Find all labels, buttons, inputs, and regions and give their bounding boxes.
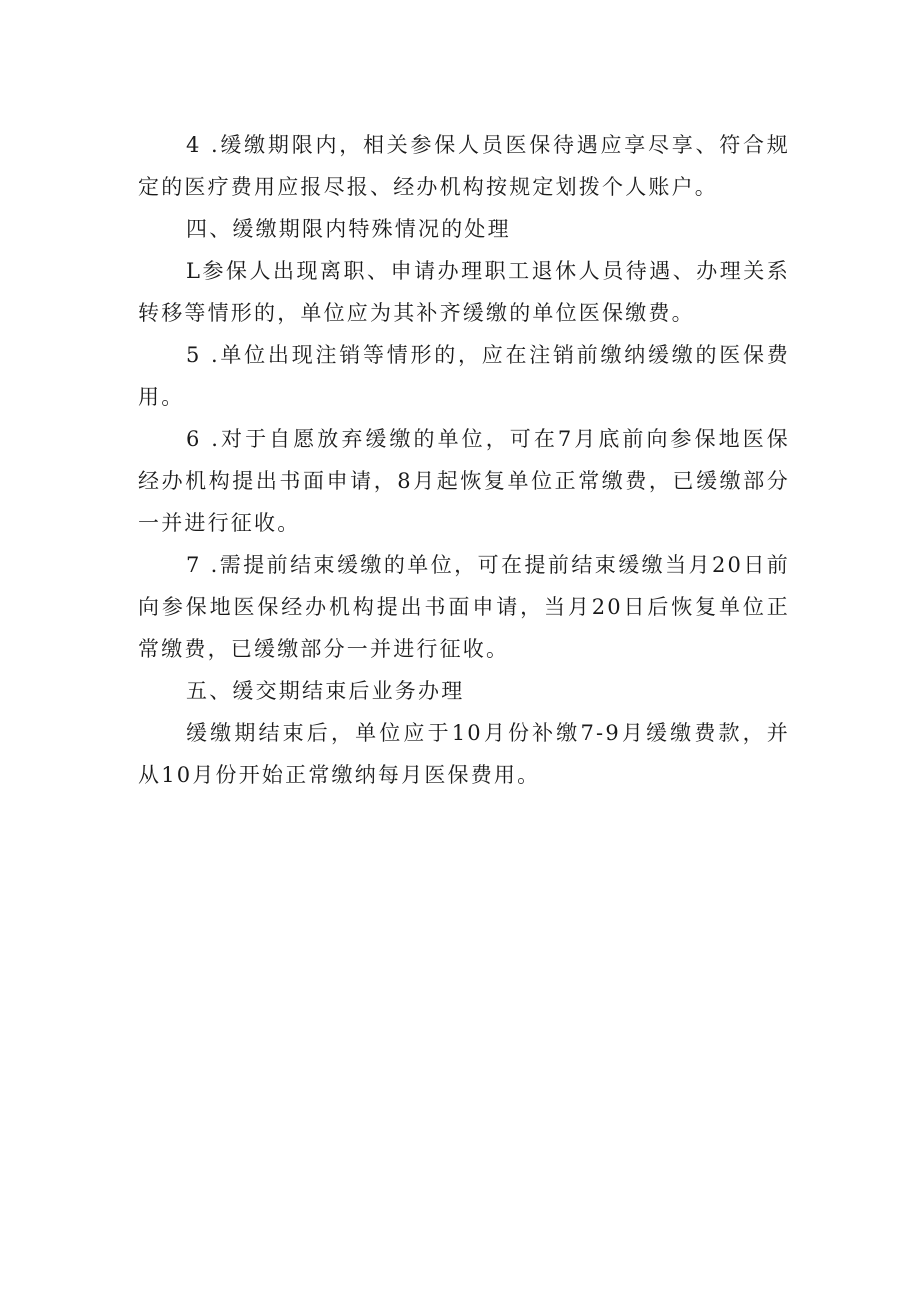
paragraph-closing: 缓缴期结束后，单位应于10月份补缴7-9月缓缴费款，并从10月份开始正常缴纳每月医保费用。 <box>138 721 790 787</box>
paragraph-item-5: 5 .单位出现注销等情形的，应在注销前缴纳缓缴的医保费用。 <box>138 343 790 409</box>
paragraph-item-7: 7 .需提前结束缓缴的单位，可在提前结束缓缴当月20日前向参保地医保经办机构提出书面申请，当月20日后恢复单位正常缴费，已缓缴部分一并进行征收。 <box>138 553 790 661</box>
section-heading-4: 四、缓缴期限内特殊情况的处理 <box>186 217 511 241</box>
paragraph-item-1: L参保人出现离职、申请办理职工退休人员待遇、办理关系转移等情形的，单位应为其补齐缓缴的单位医保缴费。 <box>138 259 790 325</box>
paragraph-item-4: 4 .缓缴期限内，相关参保人员医保待遇应享尽享、符合规定的医疗费用应报尽报、经办机构按规定划拨个人账户。 <box>138 133 790 199</box>
paragraph-item-6: 6 .对于自愿放弃缓缴的单位，可在7月底前向参保地医保经办机构提出书面申请，8月起恢复单位正常缴费，已缓缴部分一并进行征收。 <box>138 427 790 535</box>
document-page <box>138 124 790 796</box>
section-heading-5: 五、缓交期结束后业务办理 <box>186 679 465 703</box>
